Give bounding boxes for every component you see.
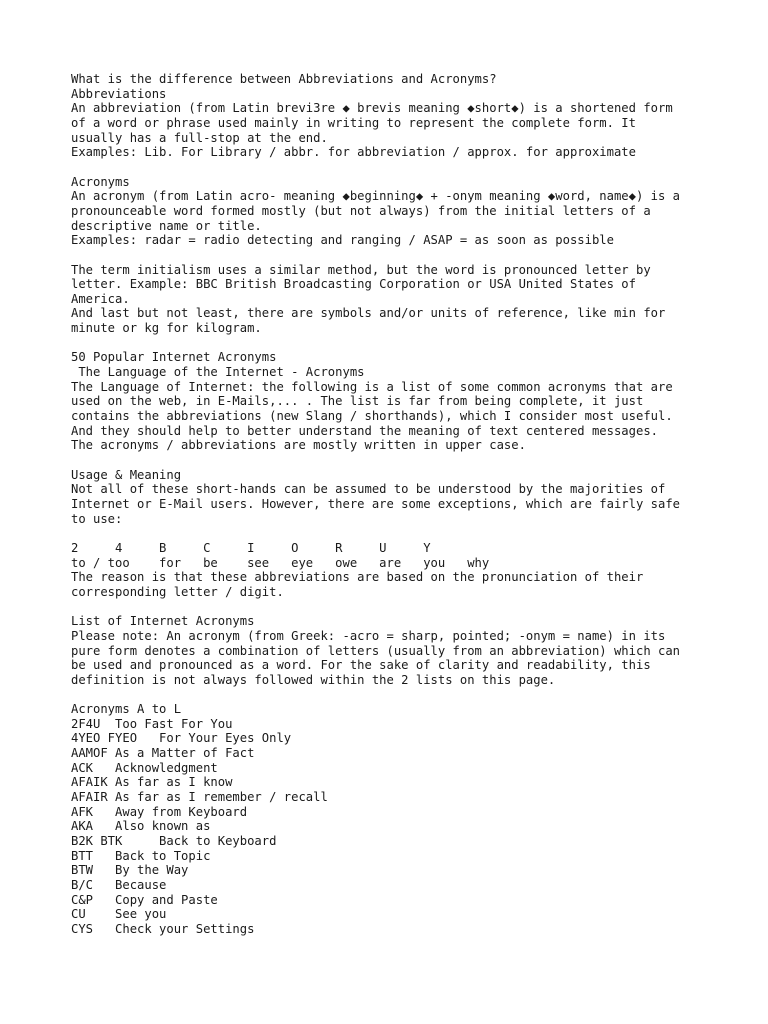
- text-line: pure form denotes a combination of letters (usually from an abbreviation) which can: [71, 643, 681, 658]
- text-line: letter. Example: BBC British Broadcasting Corporation or USA United States of: [71, 277, 636, 292]
- text-line: An acronym (from Latin acro- meaning ◆beginning◆ + -onym meaning ◆word, name◆) is a: [71, 189, 681, 204]
- text-line: to use:: [71, 511, 123, 526]
- acronym-list-item: AFAIK As far as I know: [71, 775, 233, 790]
- text-line: pronounceable word formed mostly (but not always) from the initial letters of a: [71, 203, 651, 218]
- text-line: definition is not always followed within the 2 lists on this page.: [71, 672, 556, 687]
- meaning-table-row: to / too for be see eye owe are you why: [71, 555, 490, 570]
- text-line: The term initialism uses a similar method, but the word is pronounced letter by: [71, 262, 651, 277]
- text-line: Please note: An acronym (from Greek: -acro = sharp, pointed; -onym = name) in its: [71, 628, 666, 643]
- text-line: minute or kg for kilogram.: [71, 321, 262, 336]
- section-title-acronyms: Acronyms: [71, 174, 130, 189]
- text-line: contains the abbreviations (new Slang / shorthands), which I consider most useful.: [71, 409, 673, 424]
- text-line: Not all of these short-hands can be assumed to be understood by the majorities of: [71, 482, 666, 497]
- acronym-list-item: B2K BTK Back to Keyboard: [71, 834, 277, 849]
- text-line: An abbreviation (from Latin brevi3re ◆ brevis meaning ◆short◆) is a shortened form: [71, 101, 673, 116]
- text-line: Examples: Lib. For Library / abbr. for abbreviation / approx. for approximate: [71, 145, 636, 160]
- text-line: America.: [71, 291, 130, 306]
- acronym-list-item: BTW By the Way: [71, 863, 189, 878]
- text-line: of a word or phrase used mainly in writing to represent the complete form. It: [71, 115, 636, 130]
- document-page: [71, 72, 731, 937]
- section-title-abbreviations: Abbreviations: [71, 86, 167, 101]
- section-title-list-of-acronyms: List of Internet Acronyms: [71, 614, 255, 629]
- text-line: The Language of Internet: the following is a list of some common acronyms that are: [71, 379, 673, 394]
- acronym-list-item: AFAIR As far as I remember / recall: [71, 790, 328, 805]
- acronym-list-item: CYS Check your Settings: [71, 921, 255, 936]
- doc-heading: What is the difference between Abbreviations and Acronyms?: [71, 72, 497, 86]
- text-line: The reason is that these abbreviations are based on the pronunciation of their: [71, 570, 644, 585]
- acronym-list-item: CU See you: [71, 907, 167, 922]
- text-line: descriptive name or title.: [71, 218, 262, 233]
- text-line: Examples: radar = radio detecting and ranging / ASAP = as soon as possible: [71, 233, 614, 248]
- text-line: corresponding letter / digit.: [71, 584, 284, 599]
- text-line: usually has a full-stop at the end.: [71, 130, 328, 145]
- letter-table-row: 2 4 B C I O R U Y: [71, 540, 431, 555]
- section-title-acronyms-a-to-l: Acronyms A to L: [71, 702, 182, 717]
- acronym-list-item: B/C Because: [71, 877, 167, 892]
- blank-line: [71, 160, 731, 175]
- acronym-list-item: C&P Copy and Paste: [71, 892, 218, 907]
- acronym-list-item: AFK Away from Keyboard: [71, 804, 248, 819]
- text-line: And they should help to better understand the meaning of text centered messages.: [71, 423, 658, 438]
- acronym-list-item: AKA Also known as: [71, 819, 211, 834]
- blank-line: [71, 526, 731, 541]
- blank-line: [71, 453, 731, 468]
- blank-line: [71, 336, 731, 351]
- text-line: used on the web, in E-Mails,... . The list is far from being complete, it just: [71, 394, 644, 409]
- text-line: be used and pronounced as a word. For the sake of clarity and readability, this: [71, 658, 651, 673]
- text-line: The acronyms / abbreviations are mostly written in upper case.: [71, 438, 526, 453]
- acronym-list-item: AAMOF As a Matter of Fact: [71, 746, 255, 761]
- text-line: Internet or E-Mail users. However, there are some exceptions, which are fairly safe: [71, 496, 681, 511]
- section-title-popular-acronyms: 50 Popular Internet Acronyms: [71, 350, 277, 365]
- text-line: And last but not least, there are symbols and/or units of reference, like min for: [71, 306, 666, 321]
- acronym-list-item: ACK Acknowledgment: [71, 760, 218, 775]
- acronym-list-item: 2F4U Too Fast For You: [71, 716, 233, 731]
- section-title-usage-meaning: Usage & Meaning: [71, 467, 182, 482]
- blank-line: [71, 600, 731, 615]
- acronym-list-item: 4YEO FYEO For Your Eyes Only: [71, 731, 292, 746]
- subtitle-language-of-internet: The Language of the Internet - Acronyms: [71, 365, 365, 380]
- blank-line: [71, 248, 731, 263]
- blank-line: [71, 687, 731, 702]
- acronym-list-item: BTT Back to Topic: [71, 848, 211, 863]
